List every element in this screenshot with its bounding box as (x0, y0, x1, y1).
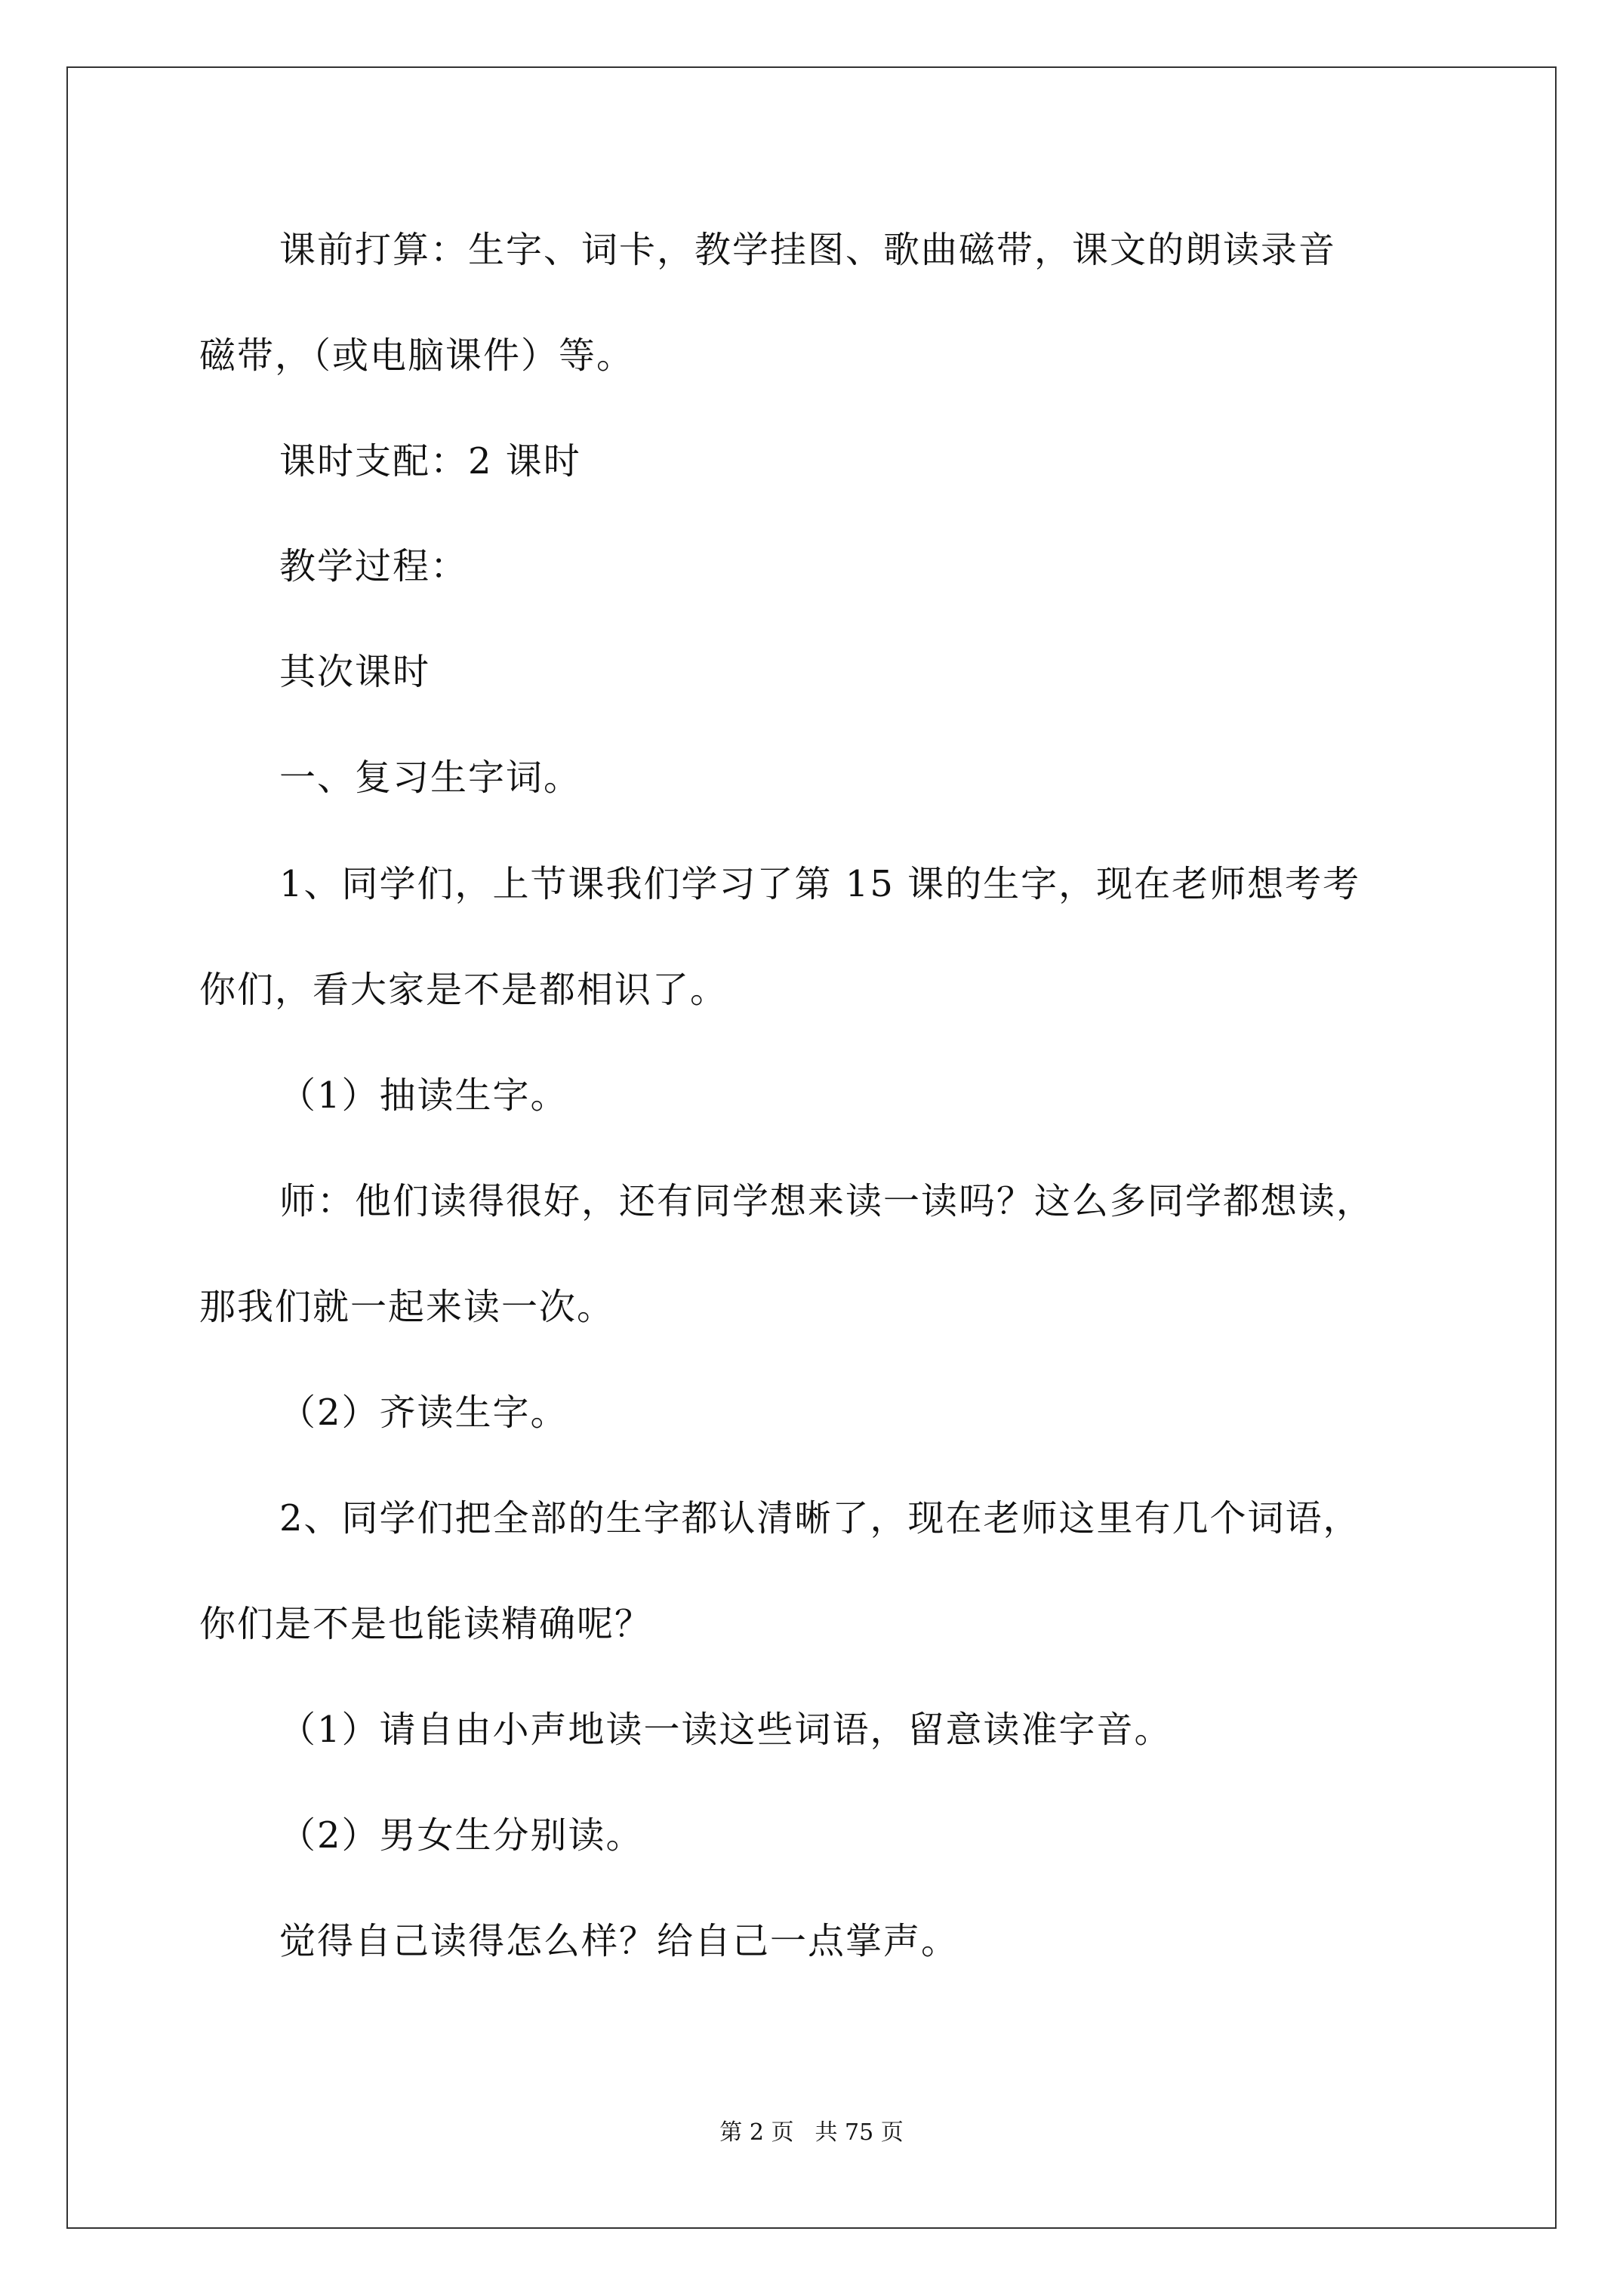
paragraph-subitem-3: （1）请自由小声地读一读这些词语，留意读准字音。 (279, 1709, 1172, 1751)
paragraph-subitem-4: （2）男女生分别读。 (279, 1814, 644, 1857)
paragraph-item-2-cont: 你们是不是也能读精确呢？ (199, 1603, 653, 1645)
paragraph-item-1: 1、同学们，上节课我们学习了第 15 课的生字，现在老师想考考 (279, 863, 1361, 905)
paragraph-preparation-cont: 磁带，（或电脑课件）等。 (199, 334, 635, 377)
page-number: 第 2 页 (719, 2119, 794, 2146)
paragraph-item-1-cont: 你们，看大家是不是都相识了。 (199, 969, 728, 1011)
paragraph-item-2: 2、同学们把全部的生字都认清晰了，现在老师这里有几个词语， (279, 1497, 1361, 1539)
paragraph-process-heading: 教学过程： (279, 545, 469, 587)
paragraph-section-one: 一、复习生字词。 (279, 757, 582, 799)
page-border (66, 66, 1557, 2229)
paragraph-schedule: 课时支配：2 课时 (279, 440, 581, 482)
page-total: 共 75 页 (815, 2119, 904, 2146)
paragraph-teacher: 师：他们读得很好，还有同学想来读一读吗？这么多同学都想读， (279, 1180, 1375, 1222)
paragraph-subitem-1: （1）抽读生字。 (279, 1074, 568, 1117)
paragraph-teacher-cont: 那我们就一起来读一次。 (199, 1286, 615, 1328)
paragraph-subitem-2: （2）齐读生字。 (279, 1391, 568, 1434)
paragraph-applause: 觉得自己读得怎么样？给自己一点掌声。 (279, 1920, 959, 1962)
page-footer (0, 2118, 1623, 2148)
paragraph-lesson-heading: 其次课时 (279, 651, 431, 693)
paragraph-preparation: 课前打算：生字、词卡，教学挂图、歌曲磁带，课文的朗读录音 (279, 229, 1337, 271)
